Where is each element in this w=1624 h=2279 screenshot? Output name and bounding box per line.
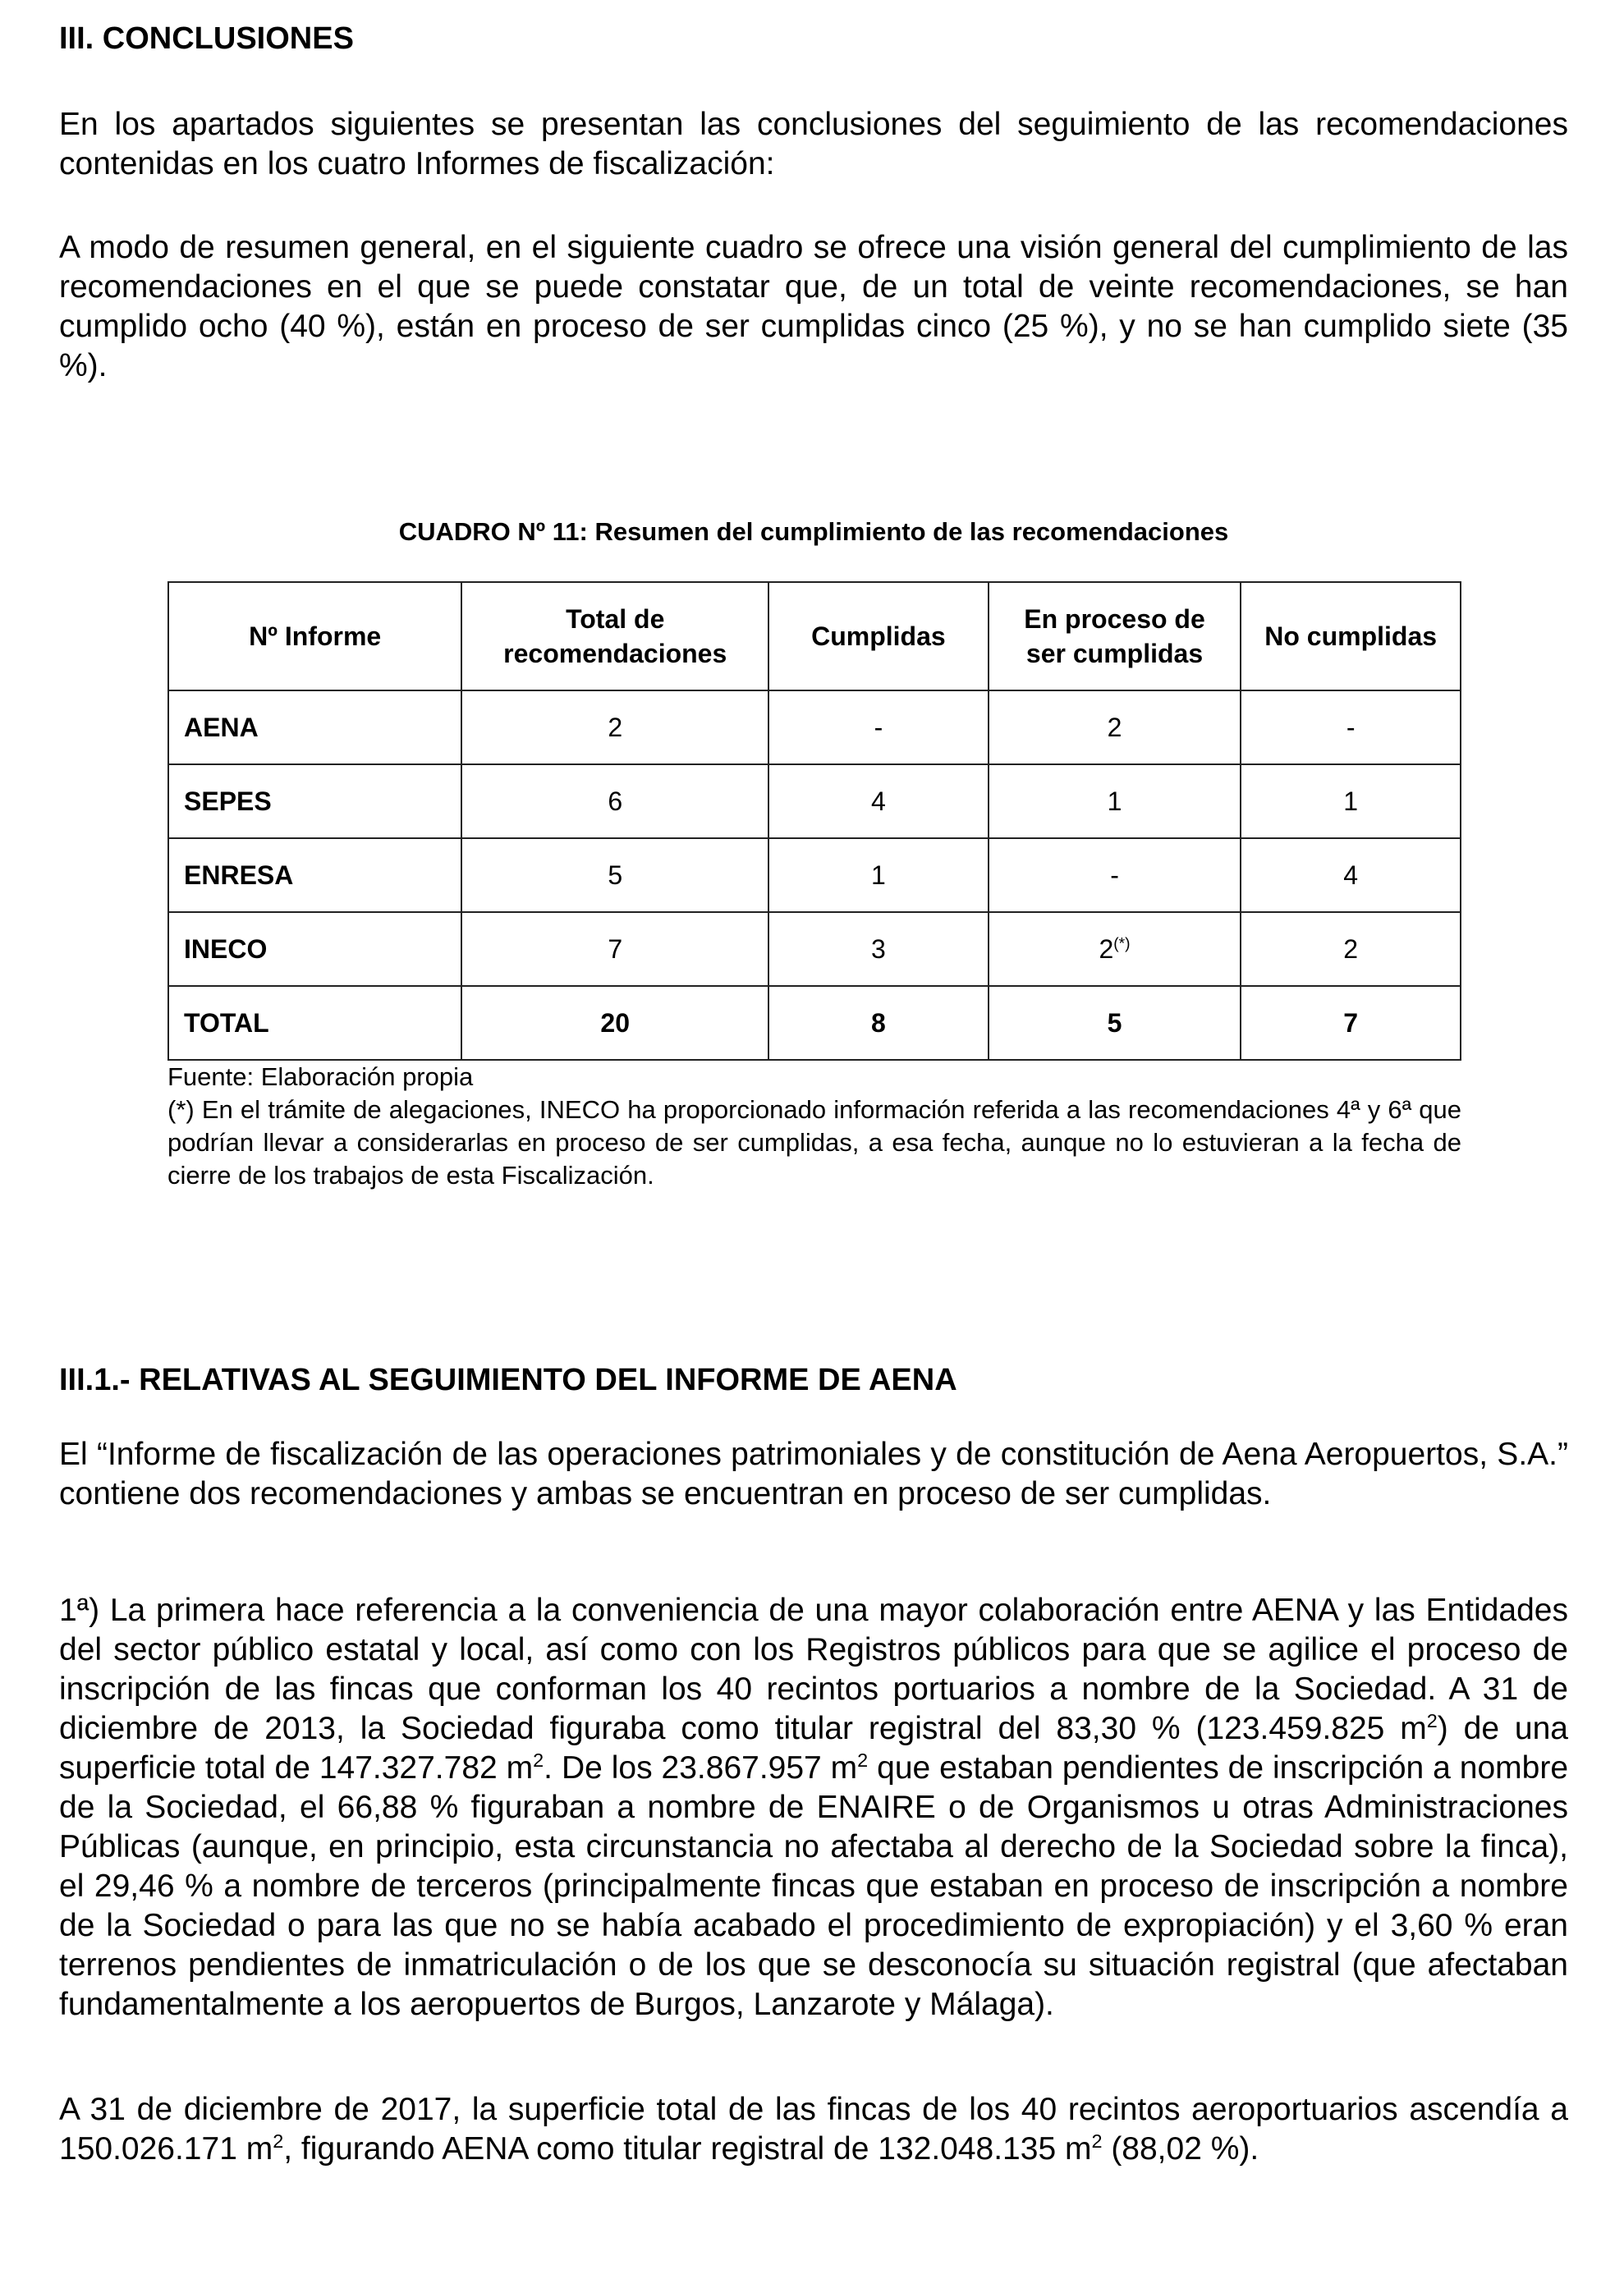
section-title: III. CONCLUSIONES (59, 21, 354, 56)
aena-intro-paragraph: El “Informe de fiscalización de las operaciones patrimoniales y de constitución de Aena Aeropuertos, S.A.” contiene dos recomendaciones y ambas se encuentran en proceso de ser cumplidas. (59, 1437, 1568, 1511)
cell-en-proceso: 2 (989, 690, 1241, 764)
cell-cumplidas: 1 (768, 838, 989, 912)
table-row (168, 690, 1461, 764)
cell-en-proceso: 2(*) (989, 912, 1241, 986)
table-footnote: (*) En el trámite de alegaciones, INECO ha proporcionado información referida a las recomendaciones 4ª y 6ª que podrían llevar a considerarlas en proceso de ser cumplidas, a esa fecha, aunque no lo estuvieran a la fecha de cierre de los trabajos de esta Fiscalización. (167, 1095, 1461, 1190)
intro-paragraph: En los apartados siguientes se presentan las conclusiones del seguimiento de las recomendaciones contenidas en los cuatro Informes de fiscalización: (59, 107, 1568, 181)
cell-cumplidas: 4 (768, 764, 989, 838)
table-total-row (168, 986, 1461, 1060)
cell-total: 20 (461, 986, 768, 1060)
cell-total: 5 (461, 838, 768, 912)
cell-total: 7 (461, 912, 768, 986)
cell-total: 2 (461, 690, 768, 764)
header-en-proceso: En proceso de ser cumplidas (989, 582, 1241, 690)
header-no-cumplidas: No cumplidas (1241, 582, 1461, 690)
cell-informe: AENA (168, 690, 461, 764)
cell-cumplidas: 3 (768, 912, 989, 986)
cell-no-cumplidas: 7 (1241, 986, 1461, 1060)
header-total: Total de recomendaciones (461, 582, 768, 690)
cell-no-cumplidas: 2 (1241, 912, 1461, 986)
table-row (168, 838, 1461, 912)
summary-paragraph: A modo de resumen general, en el siguiente cuadro se ofrece una visión general del cumplimiento de las recomendaciones en el que se puede constatar que, de un total de veinte recomendaciones, se han cumplido ocho (40 %), están en proceso de ser cumplidas cinco (25 %), y no se han cumplido siete (35 %). (59, 230, 1568, 383)
table-caption: CUADRO Nº 11: Resumen del cumplimiento de las recomendaciones (398, 517, 1229, 546)
cell-en-proceso: 1 (989, 764, 1241, 838)
cell-total: 6 (461, 764, 768, 838)
cell-no-cumplidas: 1 (1241, 764, 1461, 838)
cell-informe: TOTAL (168, 986, 461, 1060)
cell-en-proceso: - (989, 838, 1241, 912)
cell-cumplidas: - (768, 690, 989, 764)
final-paragraph: A 31 de diciembre de 2017, la superficie total de las fincas de los 40 recintos aeroportuarios ascendía a 150.026.171 $m^2$, figurando AENA como titular registral de 132.048.135 $m^2$ (88,02 %). (59, 2092, 1568, 2167)
footnote-marker: (*) (1113, 934, 1131, 952)
header-cumplidas: Cumplidas (768, 582, 989, 690)
cell-informe: SEPES (168, 764, 461, 838)
table-row (168, 912, 1461, 986)
cell-no-cumplidas: - (1241, 690, 1461, 764)
table-header-row (168, 582, 1461, 690)
cell-informe: INECO (168, 912, 461, 986)
recommendation-1-paragraph: 1ª) La primera hace referencia a la conveniencia de una mayor colaboración entre AENA y las Entidades del sector público estatal y local, así como con los Registros públicos para que se agilice el proceso de inscripción de las fincas que conforman los 40 recintos portuarios a nombre de la Sociedad. A 31 de diciembre de 2013, la Sociedad figuraba como titular registral del 83,30 % (123.459.825 $m^2$) de una superficie total de 147.327.782 $m^2$. De los 23.867.957 $m^2$ que estaban pendientes de inscripción a nombre de la Sociedad, el 66,88 % figuraban a nombre de ENAIRE o de Organismos u otras Administraciones Públicas (aunque, en principio, esta circunstancia no afectaba al derecho de la Sociedad sobre la finca), el 29,46 % a nombre de terceros (principalmente fincas que estaban en proceso de inscripción a nombre de la Sociedad o para las que no se había acabado el procedimiento de expropiación) y el 3,60 % eran terrenos pendientes de inmatriculación o de los que se desconocía su situación registral (que afectaban fundamentalmente a los aeropuertos de Burgos, Lanzarote y Málaga). (59, 1593, 1569, 2022)
cell-en-proceso: 5 (989, 986, 1241, 1060)
cell-no-cumplidas: 4 (1241, 838, 1461, 912)
header-informe: Nº Informe (168, 582, 461, 690)
table-row (168, 764, 1461, 838)
table-source: Fuente: Elaboración propia (167, 1062, 474, 1091)
cell-informe: ENRESA (168, 838, 461, 912)
summary-table (167, 581, 1461, 1061)
cell-cumplidas: 8 (768, 986, 989, 1060)
subsection-title: III.1.- RELATIVAS AL SEGUIMIENTO DEL INFORME DE AENA (59, 1363, 957, 1397)
